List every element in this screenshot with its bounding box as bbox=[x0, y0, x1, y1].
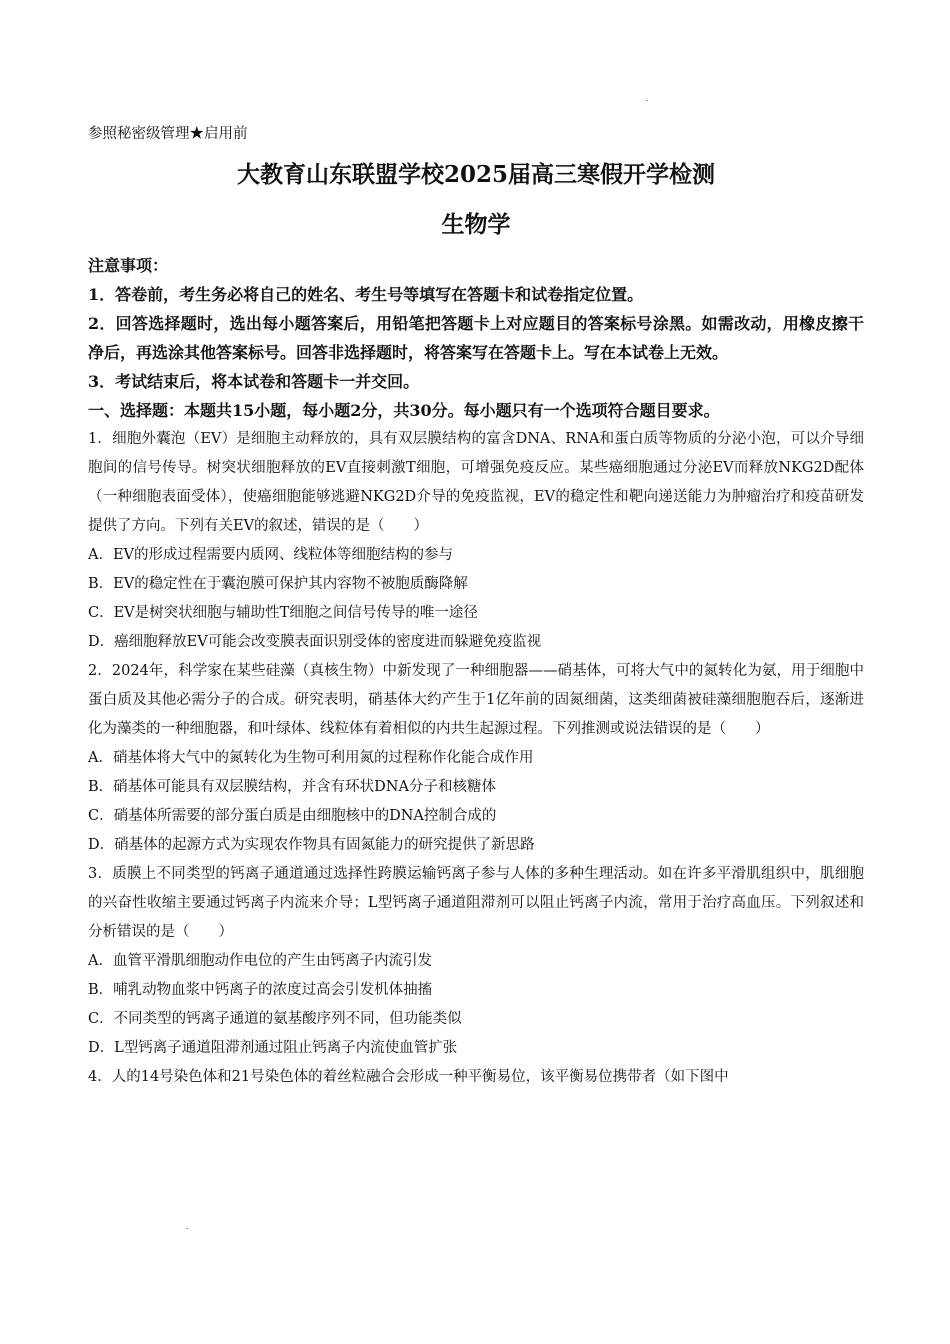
notice-item: 1．答卷前，考生务必将自己的姓名、考生号等填写在答题卡和试卷指定位置。 bbox=[88, 285, 644, 304]
option-d: D．癌细胞释放EV可能会改变膜表面识别受体的密度进而躲避免疫监视 bbox=[88, 634, 542, 650]
option-a: A．血管平滑肌细胞动作电位的产生由钙离子内流引发 bbox=[88, 953, 432, 969]
scan-speck-top bbox=[646, 100, 648, 101]
option-d: D．L型钙离子通道阻滞剂通过阻止钙离子内流使血管扩张 bbox=[88, 1040, 458, 1056]
question-2 bbox=[88, 657, 864, 860]
question-4 bbox=[88, 1063, 864, 1092]
exam-page bbox=[88, 122, 864, 1092]
option-d: D．硝基体的起源方式为实现农作物具有固氮能力的研究提供了新思路 bbox=[88, 837, 535, 853]
question-3 bbox=[88, 860, 864, 1063]
option-c: C．硝基体所需要的部分蛋白质是由细胞核中的DNA控制合成的 bbox=[88, 808, 497, 824]
notice-item: 3．考试结束后，将本试卷和答题卡一并交回。 bbox=[88, 372, 420, 391]
question-stem: 2．2024年，科学家在某些硅藻（真核生物）中新发现了一种细胞器——硝基体，可将大气中的氮转化为氨，用于细胞中蛋白质及其他必需分子的合成。研究表明，硝基体大约产生于1亿年前的固氮细菌，这类细菌被硅藻细胞胞吞后，逐渐进化为藻类的一种细胞器，和叶绿体、线粒体有着相似的内共生起源过程。下列推测或说法错误的是（ ） bbox=[88, 663, 864, 737]
option-b: B．EV的稳定性在于囊泡膜可保护其内容物不被胞质酶降解 bbox=[88, 576, 468, 592]
question-stem: 3．质膜上不同类型的钙离子通道通过选择性跨膜运输钙离子参与人体的多种生理活动。如在许多平滑肌组织中，肌细胞的兴奋性收缩主要通过钙离子内流来介导；L型钙离子通道阻滞剂可以阻止钙离子内流，常用于治疗高血压。下列叙述和分析错误的是（ ） bbox=[88, 866, 864, 940]
notice-heading: 注意事项： bbox=[88, 256, 169, 275]
question-stem: 1．细胞外囊泡（EV）是细胞主动释放的，具有双层膜结构的富含DNA、RNA和蛋白质等物质的分泌小泡，可以介导细胞间的信号传导。树突状细胞释放的EV直接刺激T细胞，可增强免疫反应。某些癌细胞通过分泌EV而释放NKG2D配体（一种细胞表面受体），使癌细胞能够逃避NKG2D介导的免疫监视，EV的稳定性和靶向递送能力为肿瘤治疗和疫苗研发提供了方向。下列有关EV的叙述，错误的是（ ） bbox=[88, 431, 864, 534]
section-heading: 一、选择题：本题共15小题，每小题2分，共30分。每小题只有一个选项符合题目要求。 bbox=[88, 401, 720, 420]
question-stem: 4．人的14号染色体和21号染色体的着丝粒融合会形成一种平衡易位，该平衡易位携带者（如下图中 bbox=[88, 1069, 729, 1085]
question-1 bbox=[88, 425, 864, 657]
option-b: B．硝基体可能具有双层膜结构，并含有环状DNA分子和核糖体 bbox=[88, 779, 496, 795]
option-c: C．EV是树突状细胞与辅助性T细胞之间信号传导的唯一途径 bbox=[88, 605, 478, 621]
option-a: A．硝基体将大气中的氮转化为生物可利用氮的过程称作化能合成作用 bbox=[88, 750, 534, 766]
option-a: A．EV的形成过程需要内质网、线粒体等细胞结构的参与 bbox=[88, 547, 454, 563]
secret-level-label: 参照秘密级管理★启用前 bbox=[88, 126, 248, 142]
option-c: C．不同类型的钙离子通道的氨基酸序列不同，但功能类似 bbox=[88, 1011, 462, 1027]
subject-title: 生物学 bbox=[441, 211, 511, 238]
notice-item: 2．回答选择题时，选出每小题答案后，用铅笔把答题卡上对应题目的答案标号涂黑。如需改动，用橡皮擦干净后，再选涂其他答案标号。回答非选择题时，将答案写在答题卡上。写在本试卷上无效。 bbox=[88, 314, 864, 362]
scan-speck-bottom bbox=[186, 1228, 188, 1229]
exam-title: 大教育山东联盟学校2025届高三寒假开学检测 bbox=[236, 161, 715, 188]
option-b: B．哺乳动物血浆中钙离子的浓度过高会引发机体抽搐 bbox=[88, 982, 433, 998]
